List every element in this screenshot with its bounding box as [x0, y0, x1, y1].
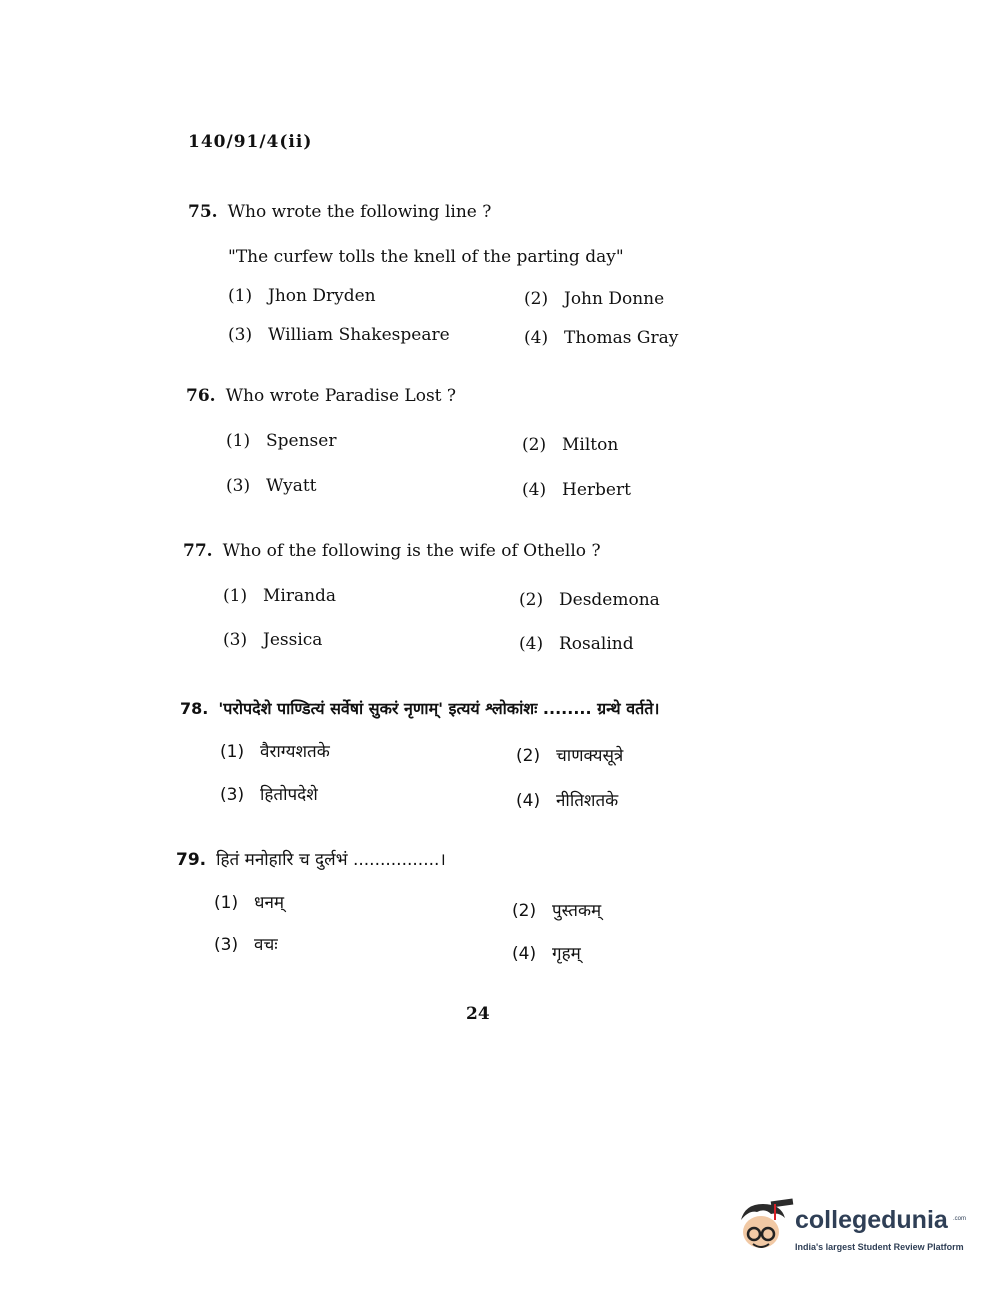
question-number: 77.	[183, 541, 213, 561]
option-4[interactable]: (4) Rosalind	[519, 634, 634, 654]
option-1[interactable]: (1) Miranda	[223, 586, 337, 606]
option-3[interactable]: (3) William Shakespeare	[228, 325, 450, 345]
paper-code: 140/91/4(ii)	[188, 132, 313, 152]
option-3[interactable]: (3) Jessica	[223, 630, 323, 650]
option-1[interactable]: (1) वैराग्यशतके	[220, 742, 330, 762]
question-text: Who wrote Paradise Lost ?	[225, 386, 457, 406]
option-2[interactable]: (2) चाणक्यसूत्रे	[516, 746, 624, 766]
question-77	[183, 541, 601, 561]
question-number: 79.	[176, 850, 207, 870]
option-3[interactable]: (3) Wyatt	[226, 476, 317, 496]
question-79	[176, 847, 446, 870]
option-1[interactable]: (1) Spenser	[226, 431, 337, 451]
mascot-icon	[735, 1198, 795, 1258]
question-75	[188, 202, 491, 222]
logo-tagline: India's largest Student Review Platform	[795, 1242, 964, 1252]
page-number: 24	[466, 1004, 490, 1024]
option-2[interactable]: (2) Milton	[522, 435, 619, 455]
option-1[interactable]: (1) धनम्	[214, 893, 285, 913]
logo-wordmark: collegedunia	[795, 1206, 948, 1234]
question-number: 75.	[188, 202, 218, 222]
question-text: हितं मनोहारि च दुर्लभं ................।	[216, 850, 446, 870]
question-text: Who of the following is the wife of Othello ?	[222, 541, 601, 561]
option-4[interactable]: (4) Thomas Gray	[524, 328, 679, 348]
option-2[interactable]: (2) John Donne	[524, 289, 665, 309]
collegedunia-logo	[735, 1196, 965, 1268]
question-quote: "The curfew tolls the knell of the parting day"	[228, 247, 624, 267]
question-text: 'परोपदेशे पाण्डित्यं सर्वेषां सुकरं नृणाम्' इत्ययं श्लोकांशः ........ ग्रन्थे वर्तते।	[218, 699, 660, 718]
question-76	[186, 386, 456, 406]
logo-suffix: .com	[953, 1216, 967, 1222]
option-2[interactable]: (2) पुस्तकम्	[512, 901, 602, 921]
option-4[interactable]: (4) गृहम्	[512, 944, 581, 964]
question-number: 78.	[180, 699, 209, 718]
option-1[interactable]: (1) Jhon Dryden	[228, 286, 376, 306]
option-4[interactable]: (4) Herbert	[522, 480, 631, 500]
option-4[interactable]: (4) नीतिशतके	[516, 791, 619, 811]
option-2[interactable]: (2) Desdemona	[519, 590, 660, 610]
question-text: Who wrote the following line ?	[227, 202, 492, 222]
option-3[interactable]: (3) वचः	[214, 935, 278, 955]
question-78	[180, 697, 659, 719]
question-number: 76.	[186, 386, 216, 406]
option-3[interactable]: (3) हितोपदेशे	[220, 785, 318, 805]
